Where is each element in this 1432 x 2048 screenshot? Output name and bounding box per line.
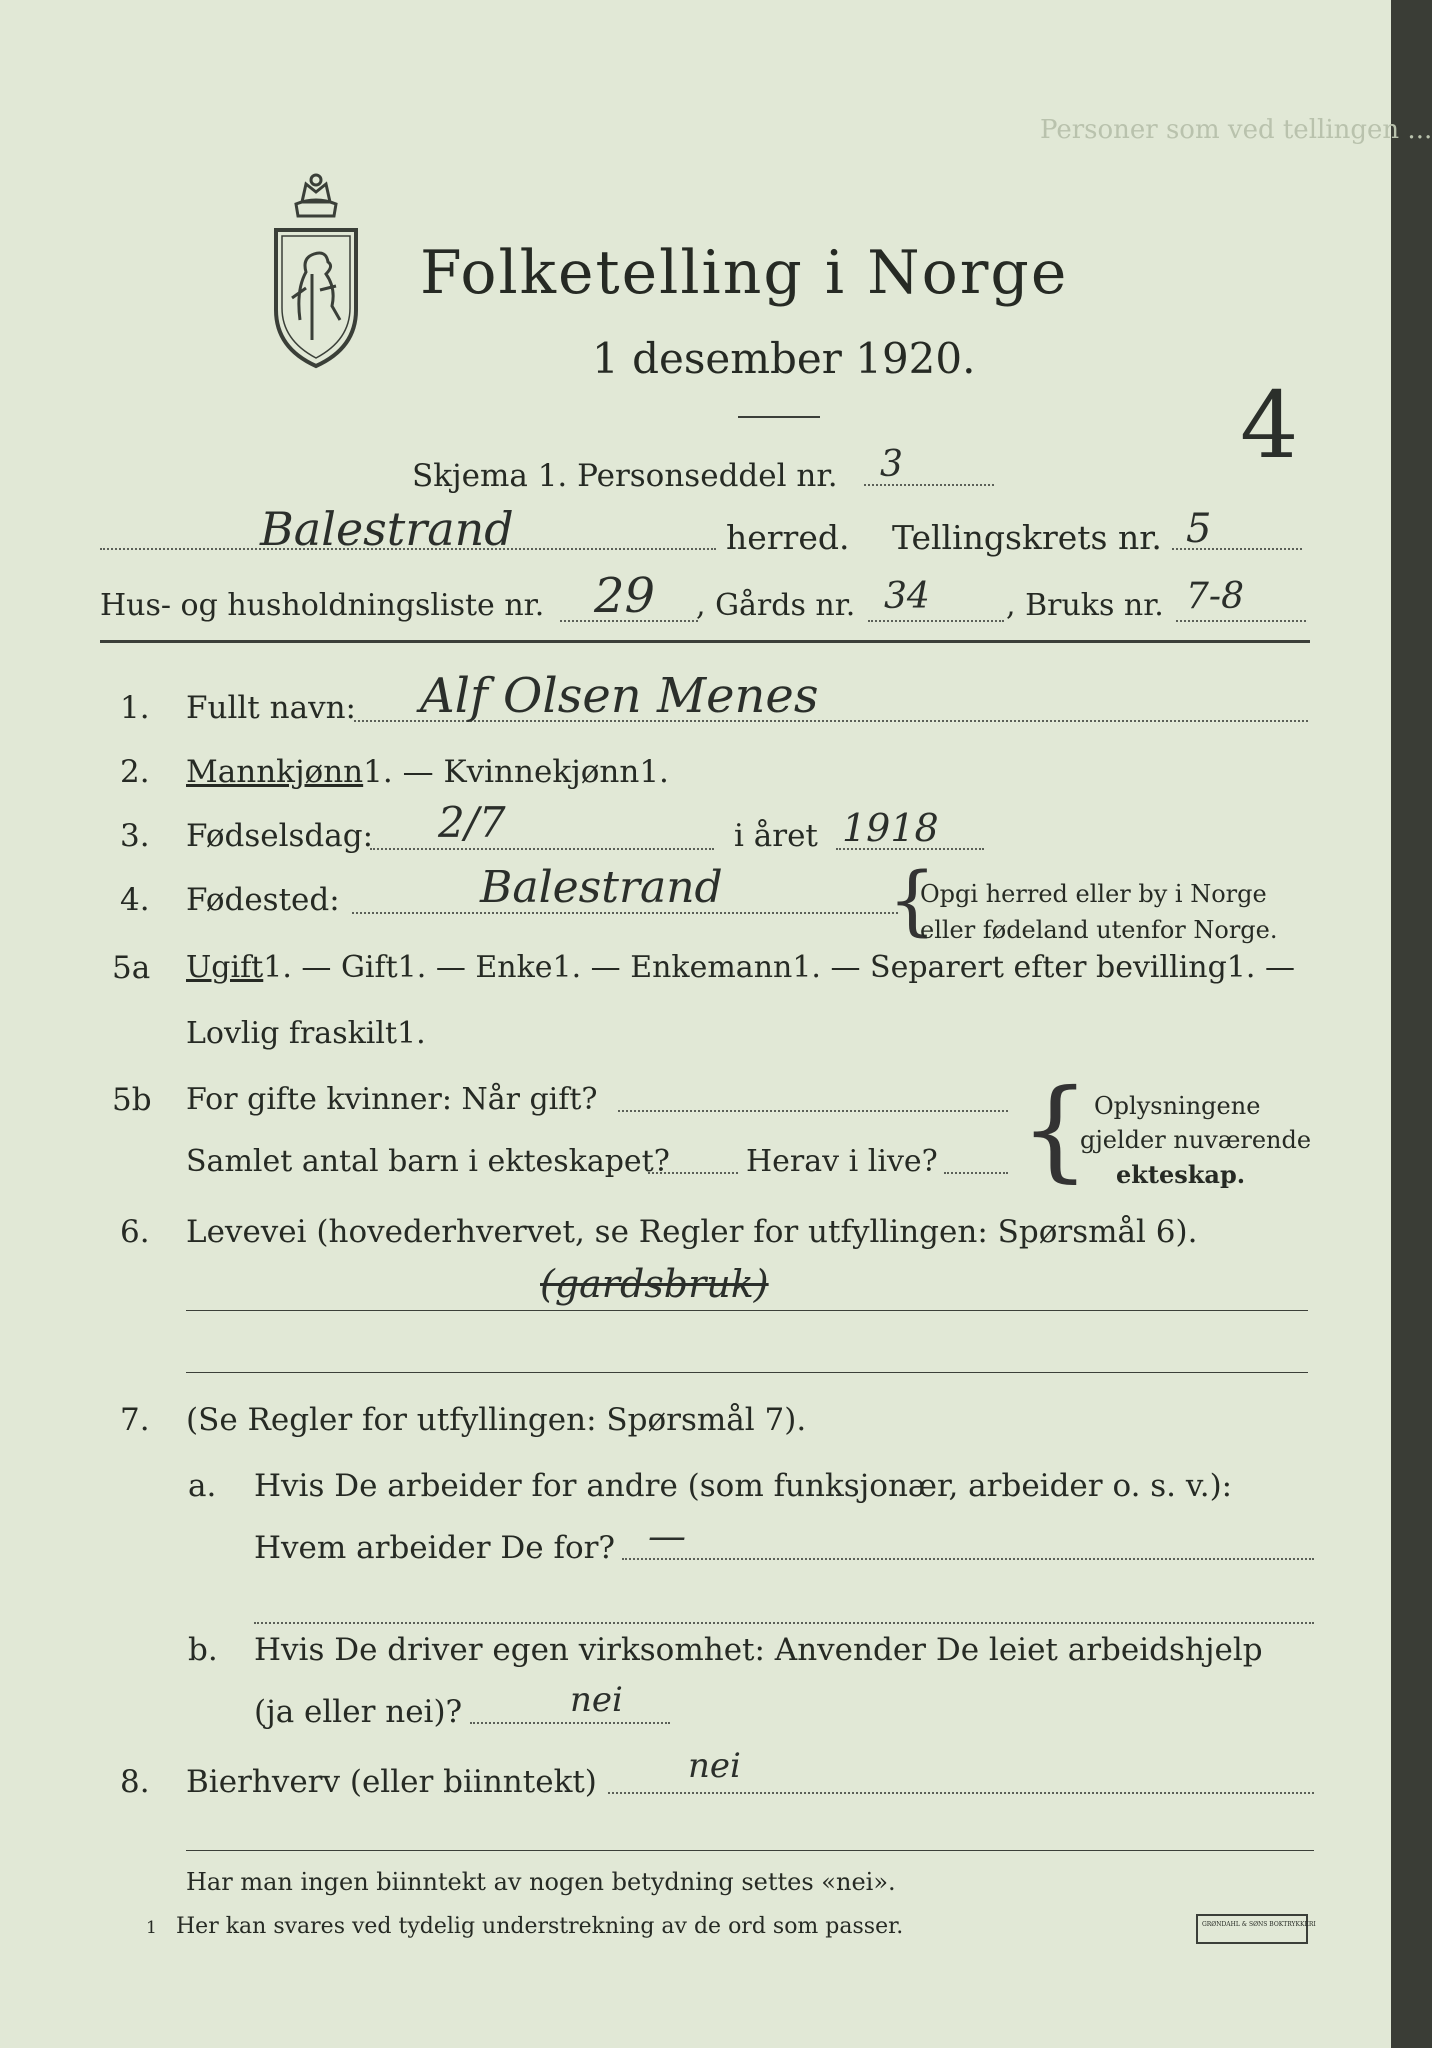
employer-field[interactable]: — (648, 1514, 686, 1558)
footer-note: Har man ingen biinntekt av nogen betydning settes «nei». (186, 1868, 896, 1896)
hired-help-field[interactable]: nei (570, 1680, 623, 1720)
gender-option-female[interactable]: Kvinnekjønn (443, 754, 640, 790)
gards-label: , Gårds nr. (696, 588, 856, 623)
q5b-alive-label: Herav i live? (746, 1144, 938, 1179)
q5b-note-2: gjelder nuværende (1080, 1126, 1312, 1154)
bruks-field-line (1176, 620, 1306, 622)
marital-option-ugift[interactable]: Ugift (186, 950, 264, 985)
footnote-text: Her kan svares ved tydelig understrekning av de ord som passer. (176, 1914, 904, 1939)
q7-label: (Se Regler for utfyllingen: Spørsmål 7). (186, 1402, 807, 1438)
bruks-field[interactable]: 7-8 (1186, 576, 1244, 617)
title-divider (738, 416, 820, 418)
q5b-married-when-label: For gifte kvinner: Når gift? (186, 1082, 598, 1117)
header-rule (100, 640, 1310, 643)
q1-number: 1. (120, 690, 150, 726)
q4-note-2: eller fødeland utenfor Norge. (920, 916, 1278, 944)
birthplace-field[interactable]: Balestrand (480, 862, 723, 913)
occupation-field[interactable]: (gardsbruk) (540, 1262, 769, 1306)
employer-field-line-2 (254, 1622, 1314, 1624)
q7b-label: Hvis De driver egen virksomhet: Anvender De leiet arbeidshjelp (254, 1632, 1263, 1668)
q4-note-1: Opgi herred eller by i Norge (920, 880, 1267, 908)
occupation-line-1 (186, 1310, 1308, 1311)
census-date: 1 desember 1920. (592, 334, 976, 383)
gards-field-line (868, 620, 1004, 622)
hus-field[interactable]: 29 (594, 568, 656, 624)
q4-brace: { (888, 855, 937, 944)
birthdate-field[interactable]: 2/7 (438, 798, 506, 847)
q2-number: 2. (120, 754, 150, 790)
birthdate-field-line (370, 848, 714, 850)
gards-field[interactable]: 34 (884, 576, 930, 617)
footnote-number: 1 (146, 1918, 157, 1938)
corner-mark: 4 (1240, 372, 1299, 479)
gender-option-male[interactable]: Mannkjønn (186, 754, 364, 790)
q5b-note-1: Oplysningene (1094, 1092, 1261, 1120)
q8-number: 8. (120, 1764, 150, 1800)
q6-number: 6. (120, 1214, 150, 1250)
married-when-field-line (618, 1110, 1008, 1112)
alive-field-line (944, 1172, 1008, 1174)
birth-year-field[interactable]: 1918 (842, 806, 939, 850)
q5b-brace: { (1020, 1065, 1090, 1193)
q1-label: Fullt navn: (186, 690, 356, 726)
bleed-through-text: Personer som ved tellingen ... (1040, 115, 1432, 145)
printer-stamp: GRØNDAHL & SØNS BOKTRYKKERI (1196, 1914, 1308, 1944)
side-income-field-line (608, 1792, 1314, 1794)
occupation-line-2 (186, 1372, 1308, 1373)
q7a-number: a. (188, 1468, 217, 1504)
tellingskrets-field[interactable]: 5 (1186, 506, 1212, 552)
q7b-number: b. (188, 1632, 218, 1668)
q3-number: 3. (120, 818, 150, 854)
q7b-question: (ja eller nei)? (254, 1694, 463, 1730)
birth-year-label: i året (734, 818, 818, 854)
hus-label: Hus- og husholdningsliste nr. (100, 588, 545, 623)
employer-field-line (622, 1558, 1314, 1560)
q3-label: Fødselsdag: (186, 818, 374, 854)
q5b-note-3: ekteskap. (1116, 1160, 1246, 1189)
q8-label: Bierhverv (eller biinntekt) (186, 1764, 597, 1800)
personseddel-field[interactable]: 3 (880, 444, 903, 485)
herred-label: herred. (726, 518, 850, 557)
children-field-line (648, 1172, 738, 1174)
q6-label: Levevei (hovederhvervet, se Regler for utfyllingen: Spørsmål 6). (186, 1214, 1198, 1250)
q5a-line2: Lovlig fraskilt1. (186, 1016, 426, 1051)
q7-number: 7. (120, 1402, 150, 1438)
herred-field[interactable]: Balestrand (260, 502, 514, 556)
bruks-label: , Bruks nr. (1006, 588, 1164, 623)
q4-number: 4. (120, 882, 150, 918)
tellingskrets-label: Tellingskrets nr. (892, 518, 1162, 557)
q5b-number: 5b (112, 1082, 152, 1118)
page-title: Folketelling i Norge (420, 238, 1069, 308)
full-name-field[interactable]: Alf Olsen Menes (420, 668, 819, 724)
coat-of-arms-icon (262, 170, 370, 370)
q7a-question: Hvem arbeider De for? (254, 1530, 616, 1566)
q5a-number: 5a (112, 950, 151, 986)
side-income-field[interactable]: nei (688, 1746, 741, 1786)
side-income-line-2 (186, 1850, 1314, 1851)
skjema-label: Skjema 1. Personseddel nr. (412, 458, 838, 494)
q7a-label: Hvis De arbeider for andre (som funksjonær, arbeider o. s. v.): (254, 1468, 1233, 1504)
q5a-options: Ugift1. — Gift1. — Enke1. — Enkemann1. — Separert efter bevilling1. — (186, 950, 1295, 985)
q4-label: Fødested: (186, 882, 340, 918)
q2-gender-line: Mannkjønn1. — Kvinnekjønn1. (186, 754, 669, 790)
q5b-children-label: Samlet antal barn i ekteskapet? (186, 1144, 670, 1179)
hired-help-field-line (470, 1722, 670, 1724)
